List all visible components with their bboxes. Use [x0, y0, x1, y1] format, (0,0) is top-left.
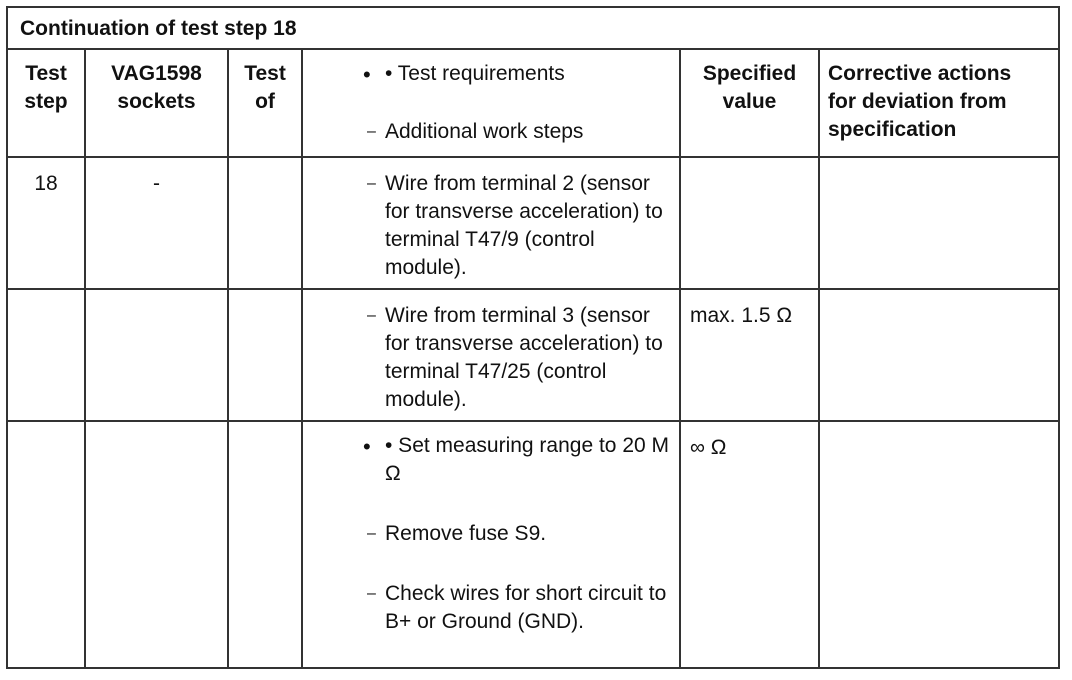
test-table: [8, 50, 1058, 668]
title-row: [8, 8, 1058, 50]
list-item: – Wire from terminal 3 (sensor for transverse acceleration) to terminal T47/25 (control module).: [367, 304, 663, 411]
table-row: [8, 157, 1058, 289]
dash-icon: –: [367, 307, 376, 324]
corrective-cell: [819, 289, 1058, 421]
description-cell: [302, 421, 680, 668]
dash-icon: –: [367, 123, 376, 140]
dash-icon: –: [367, 175, 376, 192]
header-additional-steps: – Additional work steps: [303, 118, 679, 146]
header-test-step: Test step: [8, 50, 85, 157]
table-row: [8, 421, 1058, 668]
bullet-icon: •: [363, 434, 371, 459]
sockets-cell: [85, 421, 228, 668]
table-title: Continuation of test step 18: [20, 17, 297, 40]
list-item: – Check wires for short circuit to B+ or Ground (GND).: [367, 582, 667, 633]
specified-value-cell: ∞ Ω: [680, 421, 819, 668]
list-item-bullet: • • Set measuring range to 20 M Ω: [363, 434, 670, 485]
description-cell: [302, 157, 680, 289]
test-step-cell: 18: [8, 157, 85, 289]
sockets-cell: -: [85, 157, 228, 289]
header-sockets: VAG1598 sockets: [85, 50, 228, 157]
header-test-of: Test of: [228, 50, 302, 157]
corrective-cell: [819, 421, 1058, 668]
bullet-icon: •: [363, 62, 371, 87]
test-step-cell: [8, 421, 85, 668]
dash-icon: –: [367, 585, 376, 602]
header-requirement-bullet: • • Test requirements: [363, 62, 565, 87]
specified-value-cell: [680, 157, 819, 289]
dash-icon: –: [367, 525, 376, 542]
list-item: – Wire from terminal 2 (sensor for transverse acceleration) to terminal T47/9 (control module).: [367, 172, 663, 279]
table-row: [8, 289, 1058, 421]
header-corrective-actions: Corrective actions for deviation from specification: [819, 50, 1058, 157]
corrective-cell: [819, 157, 1058, 289]
list-item: – Remove fuse S9.: [303, 520, 679, 548]
test-of-cell: [228, 421, 302, 668]
specified-value-cell: max. 1.5 Ω: [680, 289, 819, 421]
header-row: [8, 50, 1058, 157]
header-requirements: [302, 50, 680, 157]
description-cell: [302, 289, 680, 421]
test-step-cell: [8, 289, 85, 421]
test-of-cell: [228, 157, 302, 289]
sockets-cell: [85, 289, 228, 421]
header-specified-value: Specified value: [680, 50, 819, 157]
test-of-cell: [228, 289, 302, 421]
